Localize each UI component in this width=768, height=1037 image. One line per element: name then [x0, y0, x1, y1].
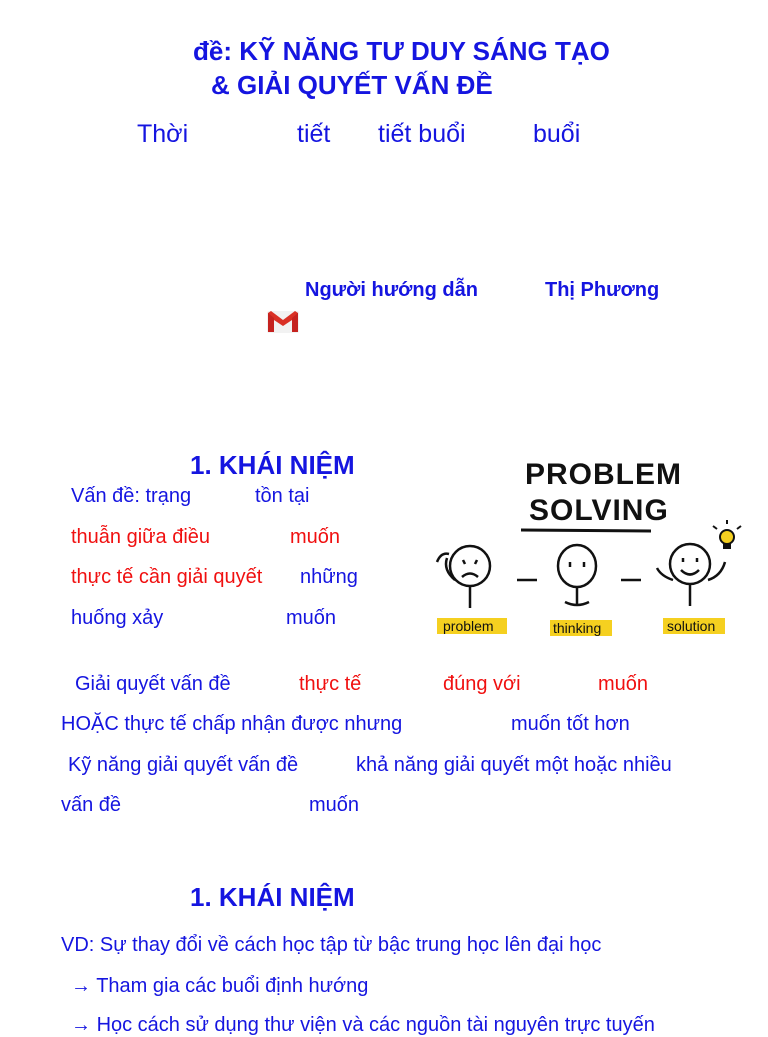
illus-label-thinking: thinking: [553, 620, 602, 636]
example-line: VD: Sự thay đổi về cách học tập từ bậc trung học lên đại học: [61, 934, 602, 956]
para-line-2a: HOẶC thực tế chấp nhận được nhưng: [61, 713, 403, 735]
concept-line-1a: Vấn đề: trạng: [71, 485, 192, 507]
concept-line-1b: tồn tại: [255, 485, 310, 507]
thinking-face-icon: [558, 545, 596, 605]
happy-face-icon: [657, 544, 725, 606]
para-line-2b: muốn tốt hơn: [511, 713, 630, 735]
para-line-1b: thực tế: [299, 673, 362, 695]
concept-line-3a: thực tế cần giải quyết: [71, 566, 263, 588]
illus-title-2: SOLVING: [529, 494, 669, 527]
bullet-item-1: [71, 975, 368, 998]
concept-line-3b: những: [300, 566, 358, 588]
para-line-3a: Kỹ năng giải quyết vấn đề: [68, 754, 299, 776]
meta-word-2: tiết: [297, 120, 331, 148]
meta-word-1: Thời: [137, 120, 189, 148]
illus-title-1: PROBLEM: [525, 458, 682, 491]
bullet-item-2: [71, 1014, 655, 1037]
para-line-1a: Giải quyết vấn đề: [75, 673, 231, 695]
page-title-line2: & GIẢI QUYẾT VẤN ĐỀ: [211, 70, 493, 100]
author-label: Người hướng dẫn: [305, 279, 478, 301]
bullet-text-1: Tham gia các buổi định hướng: [96, 975, 369, 997]
para-line-4b: muốn: [309, 794, 360, 816]
illus-label-solution: solution: [667, 618, 716, 634]
page-title-line1: đề: KỸ NĂNG TƯ DUY SÁNG TẠO: [193, 36, 610, 66]
para-line-1c: đúng với: [443, 673, 521, 695]
concept-line-2a: thuẫn giữa điều: [71, 526, 211, 548]
concept-line-2b: muốn: [290, 526, 341, 548]
section2-heading: 1. KHÁI NIỆM: [190, 882, 355, 912]
para-line-3b: khả năng giải quyết một hoặc nhiều: [356, 754, 672, 776]
arrow-right-icon: →: [71, 975, 91, 997]
concept-line-4b: muốn: [286, 607, 337, 629]
arrow-right-icon: →: [71, 1014, 91, 1036]
section1-heading: 1. KHÁI NIỆM: [190, 450, 355, 480]
problem-solving-illustration: [425, 440, 745, 640]
author-name: Thị Phương: [545, 279, 660, 301]
worried-face-icon: [437, 546, 490, 608]
gmail-icon[interactable]: [266, 310, 300, 334]
para-line-1d: muốn: [598, 673, 649, 695]
concept-line-4a: huống xảy: [71, 607, 164, 629]
meta-word-3: tiết buổi: [378, 120, 466, 148]
illus-label-problem: problem: [443, 618, 494, 634]
meta-word-4: buổi: [533, 120, 581, 148]
lightbulb-icon: [713, 520, 741, 549]
bullet-text-2: Học cách sử dụng thư viện và các nguồn tài nguyên trực tuyến: [96, 1014, 655, 1036]
para-line-4a: vấn đề: [61, 794, 122, 816]
